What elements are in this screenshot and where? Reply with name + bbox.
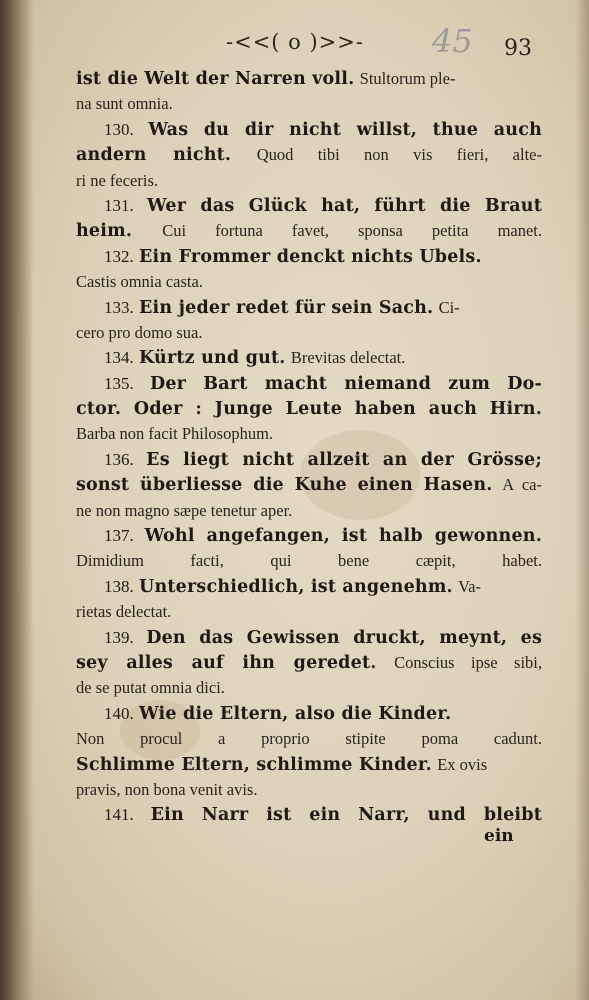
text-line (76, 269, 542, 294)
text-line (76, 675, 542, 700)
binding-gutter (0, 0, 34, 1000)
running-head: -<<( o )>>- (226, 30, 364, 54)
proverb-number: 137. (104, 526, 134, 546)
text-line (76, 295, 542, 320)
german-proverb-text: heim. (76, 221, 133, 242)
text-line (76, 320, 542, 345)
german-proverb-text: ist die Welt der Narren voll. (76, 69, 355, 89)
text-line (76, 142, 542, 167)
german-proverb-text: ctor. Oder : Junge Leute haben auch Hirn. (76, 399, 542, 420)
proverb-number: 141. (104, 805, 134, 825)
text-line (76, 701, 542, 726)
text-line (76, 371, 542, 396)
latin-proverb-text: ri ne feceris. (76, 170, 158, 190)
german-proverb-text: Wer das Glück hat, führt die Braut (146, 195, 543, 216)
text-line (76, 599, 542, 624)
latin-proverb-text: rietas delectat. (76, 602, 172, 622)
latin-proverb-text: Dimidium facti, qui bene cæpit, habet. (76, 551, 542, 571)
proverb-number: 136. (104, 449, 134, 469)
german-proverb-text: Schlimme Eltern, schlimme Kinder. (76, 754, 432, 775)
proverb-number: 134. (104, 348, 134, 368)
text-line (76, 777, 542, 802)
text-line (76, 421, 542, 446)
latin-proverb-text: Non procul a proprio stipite poma cadunt. (76, 729, 542, 749)
proverb-number: 131. (104, 195, 134, 215)
text-line (76, 244, 542, 269)
german-proverb-text: Unterschiedlich, ist angenehm. (139, 576, 453, 597)
text-line (76, 752, 542, 777)
text-line (76, 193, 542, 218)
text-line (76, 168, 542, 193)
page-edge-shadow (575, 0, 589, 1000)
text-line (76, 523, 542, 548)
latin-proverb-text: Cui fortuna favet, sponsa petita manet. (162, 221, 543, 241)
latin-proverb-text: ne non magno sæpe tenetur aper. (76, 500, 293, 520)
german-proverb-text: sonst überliesse die Kuhe einen Hasen. (76, 475, 493, 496)
text-line (76, 345, 542, 370)
latin-proverb-text: Brevitas delectat. (290, 348, 406, 368)
german-proverb-text: andern nicht. (76, 145, 232, 166)
text-line (76, 396, 542, 421)
latin-proverb-text: Barba non facit Philosophum. (76, 424, 274, 444)
text-line (76, 726, 542, 751)
latin-proverb-text: A ca- (502, 475, 542, 495)
text-line (76, 802, 542, 827)
text-line (76, 625, 542, 650)
catchword: ein (484, 826, 514, 846)
german-proverb-text: Wohl angefangen, ist halb gewonnen. (144, 526, 542, 547)
proverb-text-block (76, 66, 542, 828)
text-line (76, 91, 542, 116)
latin-proverb-text: pravis, non bona venit avis. (76, 779, 258, 799)
latin-proverb-text: Conscius ipse sibi, (394, 652, 542, 672)
latin-proverb-text: de se putat omnia dici. (76, 678, 225, 698)
text-line (76, 447, 542, 472)
text-line (76, 548, 542, 573)
text-line (76, 66, 542, 91)
proverb-number: 140. (104, 703, 134, 723)
page-number: 93 (504, 36, 532, 61)
german-proverb-text: Ein jeder redet für sein Sach. (139, 297, 434, 318)
latin-proverb-text: na sunt omnia. (76, 94, 173, 114)
text-line (76, 650, 542, 675)
german-proverb-text: Ein Narr ist ein Narr, und bleibt (150, 805, 542, 826)
german-proverb-text: Wie die Eltern, also die Kinder. (139, 703, 452, 724)
text-line (76, 117, 542, 142)
german-proverb-text: Ein Frommer denckt nichts Ubels. (139, 246, 482, 267)
text-line (76, 574, 542, 599)
proverb-number: 139. (104, 627, 134, 647)
german-proverb-text: Der Bart macht niemand zum Do- (149, 373, 542, 394)
german-proverb-text: Es liegt nicht allzeit an der Grösse; (146, 449, 542, 470)
text-line (76, 498, 542, 523)
german-proverb-text: Den das Gewissen druckt, meynt, es (146, 627, 543, 648)
latin-proverb-text: cero pro domo sua. (76, 322, 203, 342)
proverb-number: 138. (104, 576, 134, 596)
text-line (76, 472, 542, 497)
proverb-number: 130. (104, 119, 134, 139)
latin-proverb-text: Ci- (438, 297, 460, 317)
proverb-number: 133. (104, 297, 134, 317)
handwritten-mark: 45 (432, 22, 473, 60)
german-proverb-text: Was du dir nicht willst, thue auch (148, 119, 542, 140)
proverb-number: 132. (104, 246, 134, 266)
latin-proverb-text: Quod tibi non vis fieri, alte- (256, 145, 542, 165)
german-proverb-text: Kürtz und gut. (139, 348, 286, 369)
latin-proverb-text: Castis omnia casta. (76, 272, 203, 292)
latin-proverb-text: Ex ovis (437, 754, 488, 774)
proverb-number: 135. (104, 373, 134, 393)
latin-proverb-text: Va- (458, 576, 481, 596)
german-proverb-text: sey alles auf ihn geredet. (76, 652, 377, 673)
text-line (76, 218, 542, 243)
latin-proverb-text: Stultorum ple- (359, 69, 456, 88)
